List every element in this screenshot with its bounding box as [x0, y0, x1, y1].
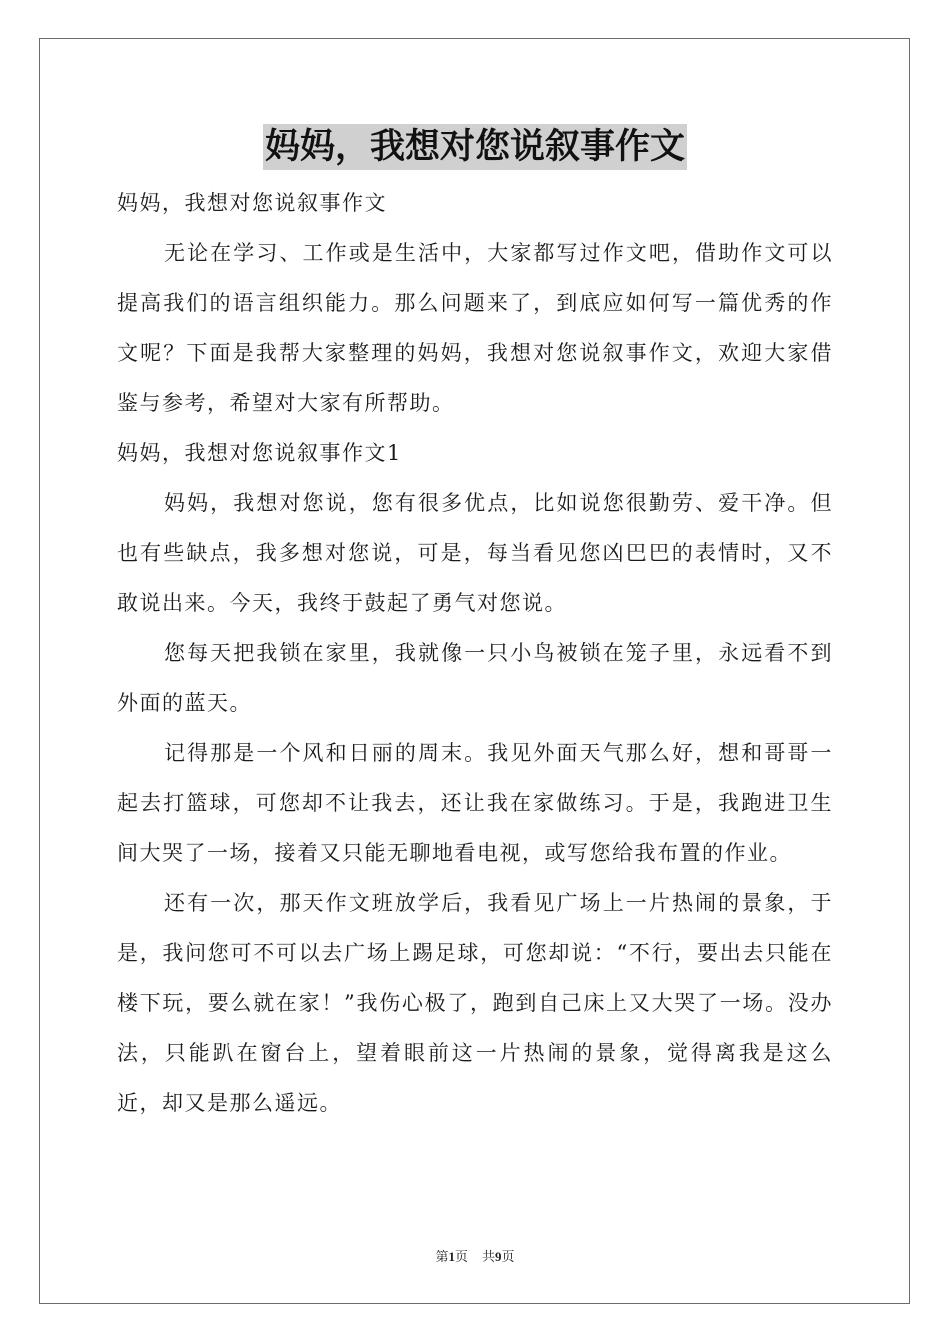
paragraph: 您每天把我锁在家里，我就像一只小鸟被锁在笼子里，永远看不到外面的蓝天。: [117, 641, 833, 715]
paragraph: 无论在学习、工作或是生活中，大家都写过作文吧，借助作文可以提高我们的语言组织能力。那么问题来了，到底应如何写一篇优秀的作文呢？下面是我帮大家整理的妈妈，我想对您说叙事作文，欢迎大家借鉴与参考，希望对大家有所帮助。: [117, 241, 833, 415]
page-prefix: 第: [435, 1249, 449, 1264]
paragraph: 妈妈，我想对您说叙事作文: [117, 191, 387, 215]
page-number: 1: [448, 1249, 455, 1264]
paragraph: 妈妈，我想对您说，您有很多优点，比如说您很勤劳、爱干净。但也有些缺点，我多想对您说，可是，每当看见您凶巴巴的表情时，又不敢说出来。今天，我终于鼓起了勇气对您说。: [117, 491, 833, 615]
document-title: 妈妈，我想对您说叙事作文: [263, 124, 687, 170]
title-container: [0, 124, 950, 170]
document-body: [117, 178, 833, 1128]
page-footer: [0, 1246, 950, 1265]
paragraph: 妈妈，我想对您说叙事作文1: [117, 441, 402, 465]
total-suffix: 页: [501, 1249, 515, 1264]
total-pages: 9: [495, 1249, 502, 1264]
paragraph: 记得那是一个风和日丽的周末。我见外面天气那么好，想和哥哥一起去打篮球，可您却不让我去，还让我在家做练习。于是，我跑进卫生间大哭了一场，接着又只能无聊地看电视，或写您给我布置的作业。: [117, 741, 833, 865]
total-prefix: 共: [482, 1249, 496, 1264]
paragraph: 还有一次，那天作文班放学后，我看见广场上一片热闹的景象，于是，我问您可不可以去广场上踢足球，可您却说：“不行，要出去只能在楼下玩，要么就在家！”我伤心极了，跑到自己床上又大哭了一场。没办法，只能趴在窗台上，望着眼前这一片热闹的景象，觉得离我是这么近，却又是那么遥远。: [117, 891, 833, 1115]
page-suffix: 页: [454, 1249, 468, 1264]
